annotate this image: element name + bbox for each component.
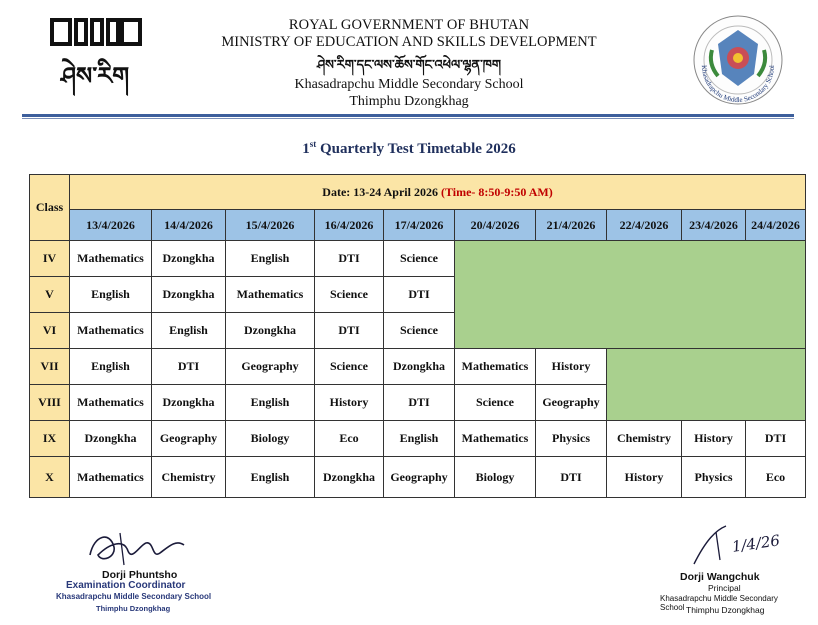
subject-cell: Eco <box>315 421 384 457</box>
subject-cell: English <box>226 241 315 277</box>
school-name: Khasadrapchu Middle Secondary School <box>294 77 524 92</box>
time-label: (Time- 8:50-9:50 AM) <box>440 184 553 199</box>
subject-cell: Science <box>315 349 384 385</box>
subject-cell: Mathematics <box>70 313 152 349</box>
subject-cell: History <box>315 385 384 421</box>
coordinator-name: Dorji Phuntsho <box>102 569 178 581</box>
header-divider-thin <box>22 118 794 119</box>
subject-cell: DTI <box>384 385 455 421</box>
header-divider <box>22 114 794 117</box>
svg-text:1/4/26: 1/4/26 <box>730 531 782 556</box>
ministry-heading: MINISTRY OF EDUCATION AND SKILLS DEVELOPMENT <box>221 34 597 50</box>
class-label: V <box>30 277 70 313</box>
subject-cell: Mathematics <box>455 421 536 457</box>
subject-cell: English <box>70 349 152 385</box>
table-row <box>30 349 806 385</box>
subject-cell: Eco <box>746 457 806 498</box>
subject-cell: DTI <box>746 421 806 457</box>
no-exam-block <box>455 241 806 349</box>
subject-cell: Biology <box>455 457 536 498</box>
subject-cell: English <box>70 277 152 313</box>
subject-cell: DTI <box>152 349 226 385</box>
subject-cell: Chemistry <box>152 457 226 498</box>
subject-cell: Mathematics <box>70 385 152 421</box>
principal-signature-block <box>650 520 800 615</box>
svg-text:ཤེས་རིག: ཤེས་རིག <box>60 61 130 90</box>
subject-cell: English <box>226 385 315 421</box>
subject-cell: Physics <box>536 421 607 457</box>
subject-cell: DTI <box>315 241 384 277</box>
subject-cell: Biology <box>226 421 315 457</box>
subject-cell: English <box>152 313 226 349</box>
subject-cell: Dzongkha <box>315 457 384 498</box>
subject-cell: Dzongkha <box>152 277 226 313</box>
subject-cell: English <box>384 421 455 457</box>
subject-cell: Mathematics <box>226 277 315 313</box>
subject-cell: Dzongkha <box>70 421 152 457</box>
date-col: 21/4/2026 <box>536 210 607 241</box>
date-label: Date: 13-24 April 2026 <box>322 184 441 199</box>
subject-cell: DTI <box>536 457 607 498</box>
principal-name: Dorji Wangchuk <box>680 571 760 583</box>
subject-cell: DTI <box>315 313 384 349</box>
coordinator-signature <box>80 525 190 570</box>
timetable <box>29 174 806 498</box>
subject-cell: Science <box>455 385 536 421</box>
date-header <box>70 175 806 210</box>
subject-cell: Physics <box>682 457 746 498</box>
class-label: X <box>30 457 70 498</box>
principal-school: Khasadrapchu Middle Secondary School <box>660 594 778 612</box>
principal-signature <box>686 520 796 570</box>
table-row <box>30 421 806 457</box>
subject-cell: Mathematics <box>70 457 152 498</box>
subject-cell: Dzongkha <box>152 241 226 277</box>
subject-cell: Science <box>315 277 384 313</box>
principal-role: Principal <box>708 583 741 593</box>
class-label: VII <box>30 349 70 385</box>
page-title: 1st Quarterly Test Timetable 2026 <box>302 139 516 157</box>
subject-cell: Science <box>384 241 455 277</box>
seal-text-arc: Khasadrapchu Middle Secondary School <box>699 64 777 105</box>
no-exam-block <box>607 349 806 421</box>
date-col: 22/4/2026 <box>607 210 682 241</box>
subject-cell: History <box>682 421 746 457</box>
date-col: 15/4/2026 <box>226 210 315 241</box>
subject-cell: Geography <box>152 421 226 457</box>
school-seal <box>688 14 788 110</box>
subject-cell: History <box>536 349 607 385</box>
subject-cell: DTI <box>384 277 455 313</box>
date-col: 14/4/2026 <box>152 210 226 241</box>
coordinator-role: Examination Coordinator <box>66 580 186 591</box>
class-label: VIII <box>30 385 70 421</box>
table-row <box>30 241 806 277</box>
school-location: Thimphu Dzongkhag <box>349 94 469 109</box>
date-col: 17/4/2026 <box>384 210 455 241</box>
subject-cell: English <box>226 457 315 498</box>
subject-cell: Chemistry <box>607 421 682 457</box>
date-col: 20/4/2026 <box>455 210 536 241</box>
date-col: 13/4/2026 <box>70 210 152 241</box>
coordinator-signature-block <box>52 525 222 615</box>
subject-cell: Dzongkha <box>226 313 315 349</box>
subject-cell: Dzongkha <box>152 385 226 421</box>
subject-cell: Dzongkha <box>384 349 455 385</box>
ministry-logo <box>48 14 143 104</box>
class-label: IX <box>30 421 70 457</box>
class-label: VI <box>30 313 70 349</box>
date-col: 16/4/2026 <box>315 210 384 241</box>
dzongkha-heading: ཤེས་རིག་དང་ལས་ཆོས་གོང་འཕེལ་ལྷན་ཁག <box>316 58 502 73</box>
class-label: IV <box>30 241 70 277</box>
subject-cell: Geography <box>384 457 455 498</box>
subject-cell: Mathematics <box>455 349 536 385</box>
govt-heading: ROYAL GOVERNMENT OF BHUTAN <box>288 17 530 33</box>
coordinator-place: Thimphu Dzongkhag <box>96 604 171 613</box>
subject-cell: Science <box>384 313 455 349</box>
principal-place: Thimphu Dzongkhag <box>686 605 765 615</box>
coordinator-school: Khasadrapchu Middle Secondary School <box>56 592 212 601</box>
subject-cell: History <box>607 457 682 498</box>
date-col: 23/4/2026 <box>682 210 746 241</box>
class-header: Class <box>30 175 70 241</box>
date-col: 24/4/2026 <box>746 210 806 241</box>
subject-cell: Geography <box>226 349 315 385</box>
table-row <box>30 457 806 498</box>
subject-cell: Mathematics <box>70 241 152 277</box>
subject-cell: Geography <box>536 385 607 421</box>
